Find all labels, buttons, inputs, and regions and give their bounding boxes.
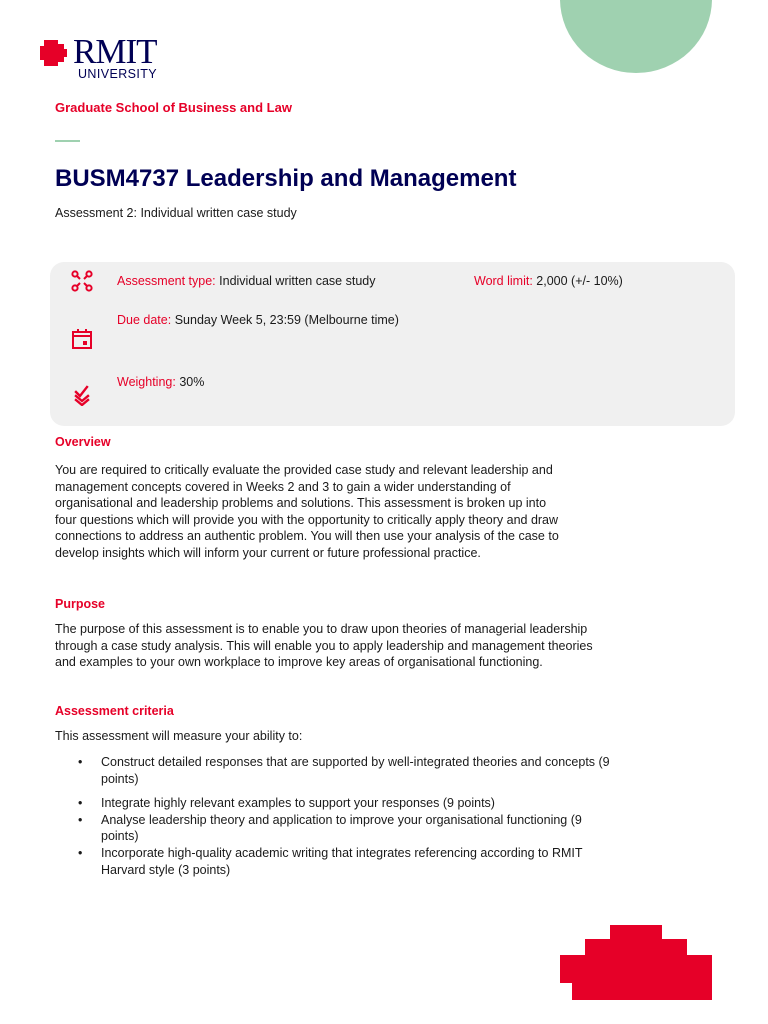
list-item-line: Construct detailed responses that are supported by well-integrated theories and concepts (9: [101, 755, 610, 769]
weighting-row: [117, 375, 204, 389]
list-item: [55, 845, 675, 878]
assessment-type-value: Individual written case study: [219, 274, 376, 288]
list-item-line: points): [101, 771, 139, 786]
due-date-value: Sunday Week 5, 23:59 (Melbourne time): [174, 313, 399, 327]
word-limit-value: 2,000 (+/- 10%): [536, 274, 623, 288]
purpose-heading: Purpose: [55, 597, 106, 611]
overview-line: connections to address an authentic problem. You will then use your analysis of the case to: [55, 529, 559, 544]
list-item: [55, 754, 675, 787]
assessment-type-row: [117, 274, 375, 288]
purpose-paragraph: [55, 621, 675, 671]
purpose-line: The purpose of this assessment is to enable you to draw upon theories of managerial leadership: [55, 622, 588, 636]
purpose-line: through a case study analysis. This will enable you to apply leadership and management theories: [55, 638, 593, 653]
logo-wordmark: RMIT: [73, 32, 157, 71]
network-icon: [71, 270, 93, 292]
chevrons-down-icon: [71, 384, 93, 406]
list-item: [55, 795, 675, 812]
overview-paragraph: [55, 462, 645, 562]
bullet-marker: •: [78, 845, 83, 860]
decorative-green-circle: [560, 0, 712, 73]
due-date-label: Due date:: [117, 313, 172, 327]
bullet-marker: •: [78, 755, 83, 769]
bullet-marker: •: [78, 812, 83, 827]
rmit-pixel-mark-icon: [38, 38, 68, 68]
criteria-list: [55, 754, 695, 878]
page-subtitle: Assessment 2: Individual written case study: [55, 206, 297, 220]
overview-line: organisational and leadership problems and solutions. This assessment is broken up into: [55, 496, 547, 511]
overview-line: You are required to critically evaluate the provided case study and relevant leadership and: [55, 463, 553, 477]
school-name: Graduate School of Business and Law: [55, 100, 292, 115]
logo-subtitle: UNIVERSITY: [78, 67, 158, 81]
due-date-row: [117, 313, 399, 327]
overview-line: four questions which will provide you with the opportunity to critically apply theory and draw: [55, 512, 559, 527]
purpose-line: and examples to your own workplace to improve key areas of organisational functioning.: [55, 655, 543, 670]
assessment-type-label: Assessment type:: [117, 274, 216, 288]
list-item-line: Harvard style (3 points): [101, 862, 231, 877]
criteria-intro: This assessment will measure your ability to:: [55, 729, 303, 743]
calendar-icon: [71, 328, 93, 350]
list-item-line: points): [101, 829, 139, 844]
list-item: [55, 812, 675, 845]
rmit-logo: [38, 32, 178, 82]
list-item-line: Integrate highly relevant examples to support your responses (9 points): [101, 796, 495, 811]
page-title: BUSM4737 Leadership and Management: [55, 165, 517, 192]
weighting-value: 30%: [179, 375, 205, 389]
word-limit-row: [474, 274, 623, 288]
list-item-line: Incorporate high-quality academic writing that integrates referencing according to RMIT: [101, 845, 583, 860]
criteria-heading: Assessment criteria: [55, 704, 174, 718]
overview-line: management concepts covered in Weeks 2 and 3 to gain a wider understanding of: [55, 479, 511, 494]
overview-line: develop insights which will inform your current or future professional practice.: [55, 545, 481, 560]
weighting-label: Weighting:: [117, 375, 176, 389]
word-limit-label: Word limit:: [474, 274, 533, 288]
decorative-red-pixel-shape: [560, 925, 712, 1000]
list-item-line: Analyse leadership theory and application to improve your organisational functioning (9: [101, 812, 582, 827]
accent-divider: [55, 140, 80, 142]
overview-heading: Overview: [55, 435, 111, 449]
bullet-marker: •: [78, 796, 83, 811]
